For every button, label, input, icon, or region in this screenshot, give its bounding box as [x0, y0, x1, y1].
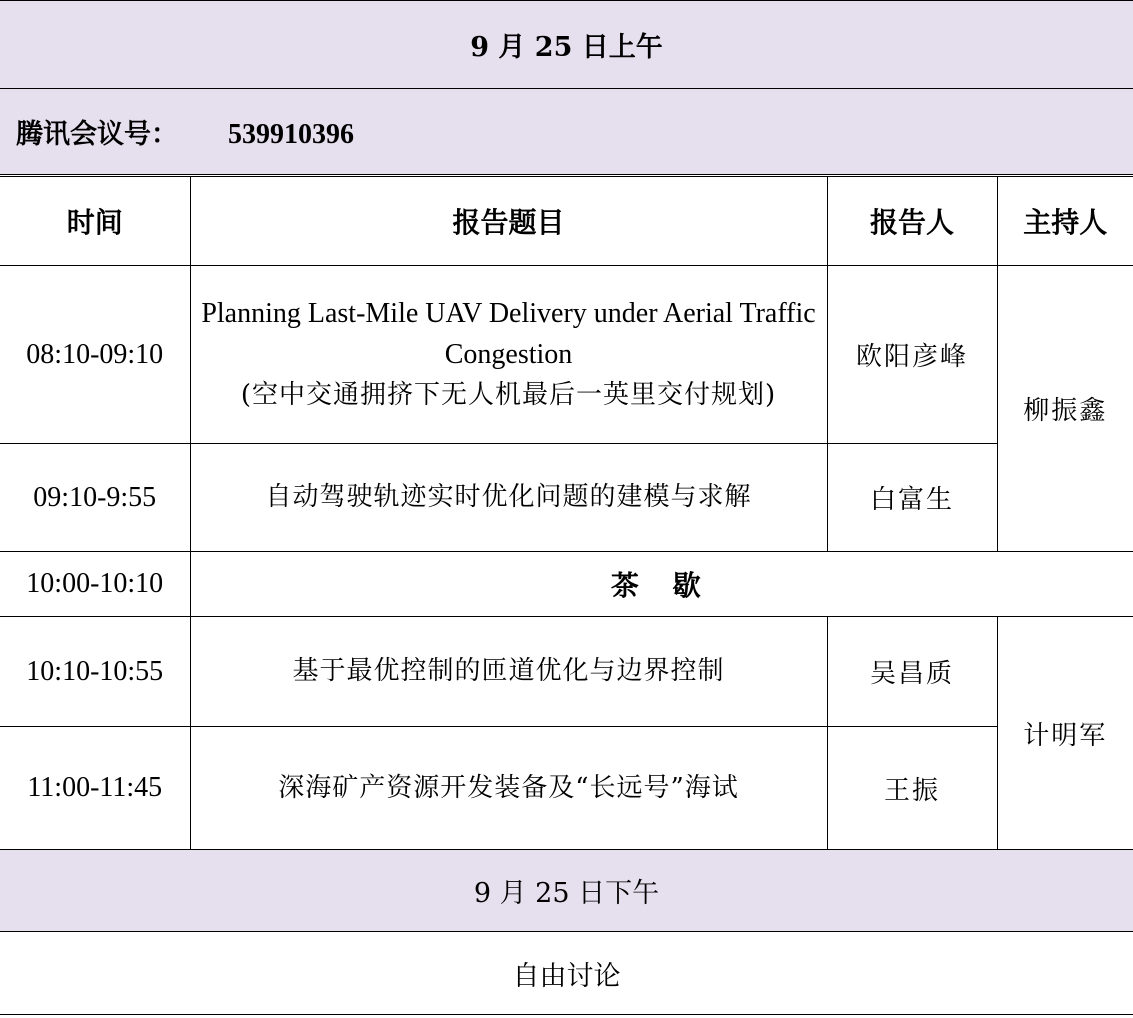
time-cell: 08:10-09:10 — [0, 266, 190, 444]
topic-cell: 深海矿产资源开发装备及“长远号”海试 — [190, 727, 827, 850]
header-host: 主持人 — [997, 176, 1133, 266]
meeting-number: 539910396 — [228, 119, 354, 150]
free-discussion-band — [0, 931, 1133, 1015]
host-cell: 计明军 — [997, 617, 1133, 850]
speaker-cell: 欧阳彦峰 — [827, 266, 997, 444]
meeting-info — [0, 112, 354, 151]
time-cell: 09:10-9:55 — [0, 444, 190, 552]
header-row — [0, 176, 1133, 266]
afternoon-title-band — [0, 849, 1133, 931]
table-row — [0, 727, 1133, 850]
topic-chinese: (空中交通拥挤下无人机最后一英里交付规划) — [240, 380, 777, 410]
speaker-cell: 白富生 — [827, 444, 997, 552]
schedule-table — [0, 174, 1133, 850]
topic-cell — [190, 266, 827, 444]
meeting-label: 腾讯会议号： — [16, 119, 178, 150]
afternoon-title: 9 月 25 日下午 — [473, 878, 660, 909]
morning-title: 9 月 25 日上午 — [470, 32, 663, 63]
speaker-cell: 王振 — [827, 727, 997, 850]
time-cell: 10:10-10:55 — [0, 617, 190, 727]
table-row — [0, 617, 1133, 727]
header-time: 时间 — [0, 176, 190, 266]
speaker-cell: 吴昌质 — [827, 617, 997, 727]
tea-break-label: 茶 歇 — [190, 552, 1133, 617]
morning-title-band — [0, 0, 1133, 88]
meeting-info-band — [0, 88, 1133, 174]
table-row — [0, 266, 1133, 444]
header-topic: 报告题目 — [190, 176, 827, 266]
topic-cell: 基于最优控制的匝道优化与边界控制 — [190, 617, 827, 727]
break-row — [0, 552, 1133, 617]
topic-cell: 自动驾驶轨迹实时优化问题的建模与求解 — [190, 444, 827, 552]
topic-english: Planning Last-Mile UAV Delivery under Aerial Traffic Congestion — [201, 298, 816, 370]
table-row — [0, 444, 1133, 552]
time-cell: 11:00-11:45 — [0, 727, 190, 850]
header-speaker: 报告人 — [827, 176, 997, 266]
free-discussion: 自由讨论 — [512, 960, 621, 992]
time-cell: 10:00-10:10 — [0, 552, 190, 617]
host-cell: 柳振鑫 — [997, 266, 1133, 552]
